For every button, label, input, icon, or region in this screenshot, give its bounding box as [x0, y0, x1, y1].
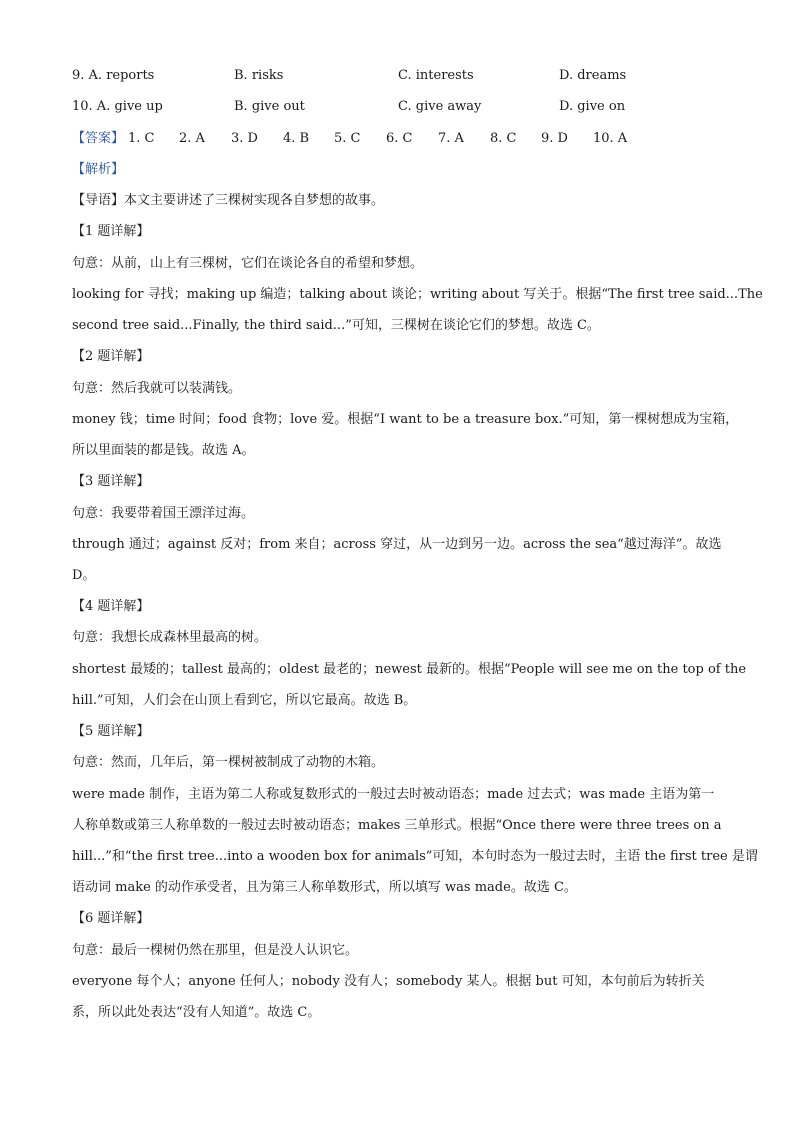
option-a: 9. A. reports [72, 68, 155, 83]
section-line: 所以里面装的都是钱。故选 A。 [72, 443, 255, 458]
answer-item: 4. B [283, 131, 310, 146]
section-line: shortest 最矮的；tallest 最高的；oldest 最老的；newest 最新的。根据“People will see me on the top of the [72, 662, 747, 677]
section-title: 【5 题详解】 [72, 724, 150, 739]
option-c: C. give away [398, 99, 482, 114]
section-meaning: 句意：最后一棵树仍然在那里，但是没人认识它。 [72, 943, 359, 958]
section-title: 【3 题详解】 [72, 474, 150, 489]
section-line: through 通过；against 反对；from 来自；across 穿过，从一边到另一边。across the sea“越过海洋”。故选 [72, 537, 722, 552]
section-title: 【6 题详解】 [72, 911, 150, 926]
section-line: were made 制作，主语为第二人称或复数形式的一般过去时被动语态；made 过去式；was made 主语为第一 [72, 787, 715, 802]
section-title: 【1 题详解】 [72, 224, 150, 239]
option-d: D. dreams [559, 68, 627, 83]
section-line: D。 [72, 568, 96, 583]
option-a: 10. A. give up [72, 99, 163, 114]
analysis-label: 【解析】 [72, 162, 125, 177]
section-line: hill.”可知，人们会在山顶上看到它，所以它最高。故选 B。 [72, 693, 417, 708]
answer-item: 5. C [334, 131, 361, 146]
answer-item: 8. C [490, 131, 517, 146]
section-title: 【4 题详解】 [72, 599, 150, 614]
section-meaning: 句意：从前，山上有三棵树，它们在谈论各自的希望和梦想。 [72, 256, 424, 271]
answer-item: 7. A [438, 131, 464, 146]
section-meaning: 句意：然而，几年后，第一棵树被制成了动物的木箱。 [72, 755, 385, 770]
answer-item: 10. A [593, 131, 628, 146]
answer-label: 【答案】 [72, 131, 125, 146]
answer-item: 3. D [231, 131, 258, 146]
section-line: 语动词 make 的动作承受者，且为第三人称单数形式，所以填写 was made。故选 C。 [72, 880, 577, 895]
section-line: hill...”和“the first tree...into a wooden box for animals”可知，本句时态为一般过去时，主语 the first tree 是谓 [72, 849, 758, 864]
guide-text: 【导语】本文主要讲述了三棵树实现各自梦想的故事。 [72, 193, 385, 208]
section-meaning: 句意：我要带着国王漂洋过海。 [72, 506, 255, 521]
section-line: second tree said...Finally, the third said...”可知，三棵树在谈论它们的梦想。故选 C。 [72, 318, 600, 333]
answer-item: 6. C [386, 131, 413, 146]
option-b: B. give out [234, 99, 305, 114]
section-line: 系，所以此处表达“没有人知道”。故选 C。 [72, 1005, 321, 1020]
section-line: 人称单数或第三人称单数的一般过去时被动语态；makes 三单形式。根据“Once there were three trees on a [72, 818, 722, 833]
section-line: everyone 每个人；anyone 任何人；nobody 没有人；somebody 某人。根据 but 可知，本句前后为转折关 [72, 974, 705, 989]
answer-item: 2. A [179, 131, 205, 146]
answer-item: 9. D [541, 131, 568, 146]
answer-item: 1. C [128, 131, 155, 146]
section-line: money 钱；time 时间；food 食物；love 爱。根据“I want to be a treasure box.”可知，第一棵树想成为宝箱， [72, 412, 739, 427]
option-c: C. interests [398, 68, 474, 83]
section-meaning: 句意：然后我就可以装满钱。 [72, 381, 242, 396]
section-meaning: 句意：我想长成森林里最高的树。 [72, 630, 268, 645]
option-b: B. risks [234, 68, 284, 83]
section-line: looking for 寻找；making up 编造；talking about 谈论；writing about 写关于。根据“The first tree said...The [72, 287, 763, 302]
option-d: D. give on [559, 99, 626, 114]
section-title: 【2 题详解】 [72, 349, 150, 364]
